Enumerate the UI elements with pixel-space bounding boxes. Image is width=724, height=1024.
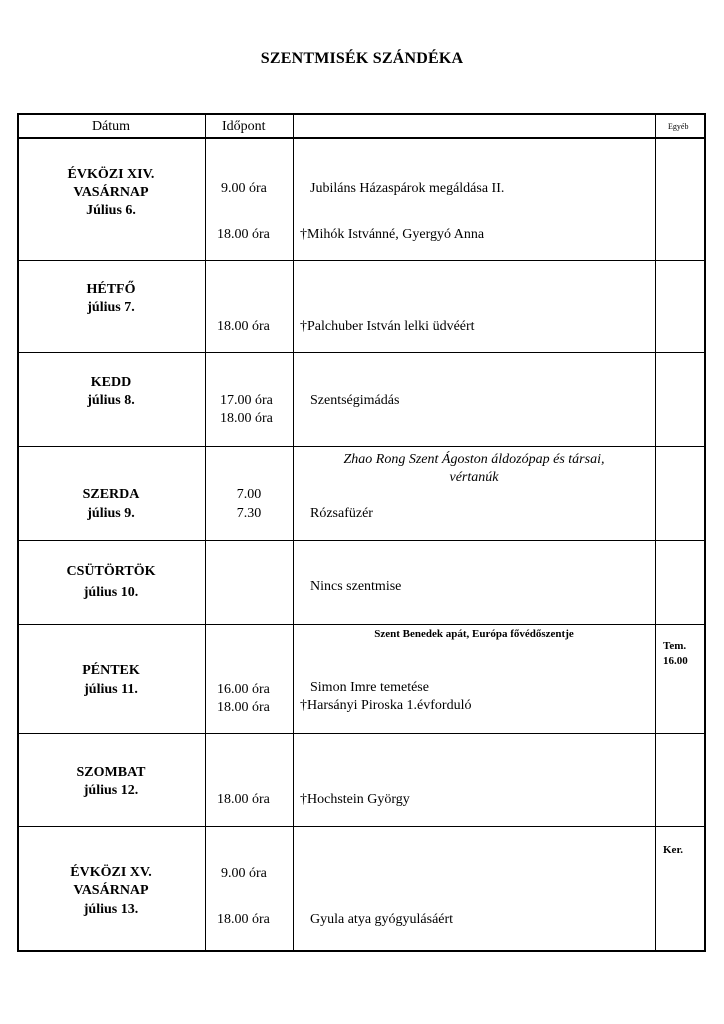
feast-title: Zhao Rong Szent Ágoston áldozópap és társai, — [343, 452, 605, 467]
other-note: Tem. — [663, 640, 687, 652]
mass-time: 17.00 óra — [220, 393, 273, 408]
other-note: Ker. — [663, 844, 684, 856]
header-other: Egyéb — [668, 122, 689, 131]
header-divider — [17, 137, 706, 139]
date-label: Július 6. — [86, 203, 136, 218]
day-label: ÉVKÖZI XIV. — [67, 167, 155, 182]
mass-intention: †Hochstein György — [300, 792, 410, 807]
row-divider — [17, 733, 706, 734]
day-label: PÉNTEK — [82, 663, 140, 678]
day-label: VASÁRNAP — [73, 883, 149, 898]
mass-intention: Rózsafüzér — [310, 506, 373, 521]
column-divider — [293, 113, 294, 952]
row-divider — [17, 826, 706, 827]
mass-time: 9.00 óra — [221, 181, 267, 196]
date-label: július 9. — [87, 506, 135, 521]
row-divider — [17, 624, 706, 625]
column-divider — [655, 113, 656, 952]
date-label: július 13. — [83, 902, 139, 917]
mass-time: 18.00 óra — [217, 912, 270, 927]
mass-intention: †Harsányi Piroska 1.évforduló — [300, 698, 472, 713]
mass-intention: Nincs szentmise — [310, 579, 402, 594]
date-label: július 8. — [87, 393, 135, 408]
feast-title: vértanúk — [449, 470, 499, 485]
mass-time: 18.00 óra — [220, 411, 273, 426]
mass-time: 18.00 óra — [217, 227, 270, 242]
mass-intention: Simon Imre temetése — [310, 680, 429, 695]
day-label: SZOMBAT — [76, 765, 146, 780]
day-label: KEDD — [90, 375, 132, 390]
row-divider — [17, 352, 706, 353]
day-label: ÉVKÖZI XV. — [70, 865, 152, 880]
row-divider — [17, 540, 706, 541]
date-label: július 11. — [84, 682, 138, 697]
day-label: CSÜTÖRTÖK — [66, 564, 156, 579]
row-divider — [17, 260, 706, 261]
other-note: 16.00 — [663, 655, 688, 667]
mass-time: 18.00 óra — [217, 319, 270, 334]
date-label: július 10. — [83, 585, 139, 600]
row-divider — [17, 446, 706, 447]
mass-intention: †Palchuber István lelki üdvéért — [300, 319, 475, 334]
mass-time: 7.00 — [236, 487, 262, 502]
day-label: HÉTFŐ — [86, 282, 136, 297]
mass-time: 18.00 óra — [217, 700, 270, 715]
mass-time: 9.00 óra — [221, 866, 267, 881]
date-label: július 7. — [87, 300, 135, 315]
page-title: SZENTMISÉK SZÁNDÉKA — [260, 50, 464, 67]
feast-title: Szent Benedek apát, Európa fővédőszentje — [374, 628, 574, 640]
day-label: SZERDA — [82, 487, 140, 502]
column-divider — [205, 113, 206, 952]
day-label: VASÁRNAP — [73, 185, 149, 200]
mass-time: 16.00 óra — [217, 682, 270, 697]
mass-intention: Jubiláns Házaspárok megáldása II. — [310, 181, 505, 196]
mass-intention: Szentségimádás — [310, 393, 400, 408]
date-label: július 12. — [83, 783, 139, 798]
header-date: Dátum — [91, 119, 131, 134]
mass-time: 18.00 óra — [217, 792, 270, 807]
mass-intention: †Mihók Istvánné, Gyergyó Anna — [300, 227, 485, 242]
header-time: Időpont — [222, 119, 266, 134]
mass-time: 7.30 — [236, 506, 262, 521]
mass-intention: Gyula atya gyógyulásáért — [310, 912, 454, 927]
